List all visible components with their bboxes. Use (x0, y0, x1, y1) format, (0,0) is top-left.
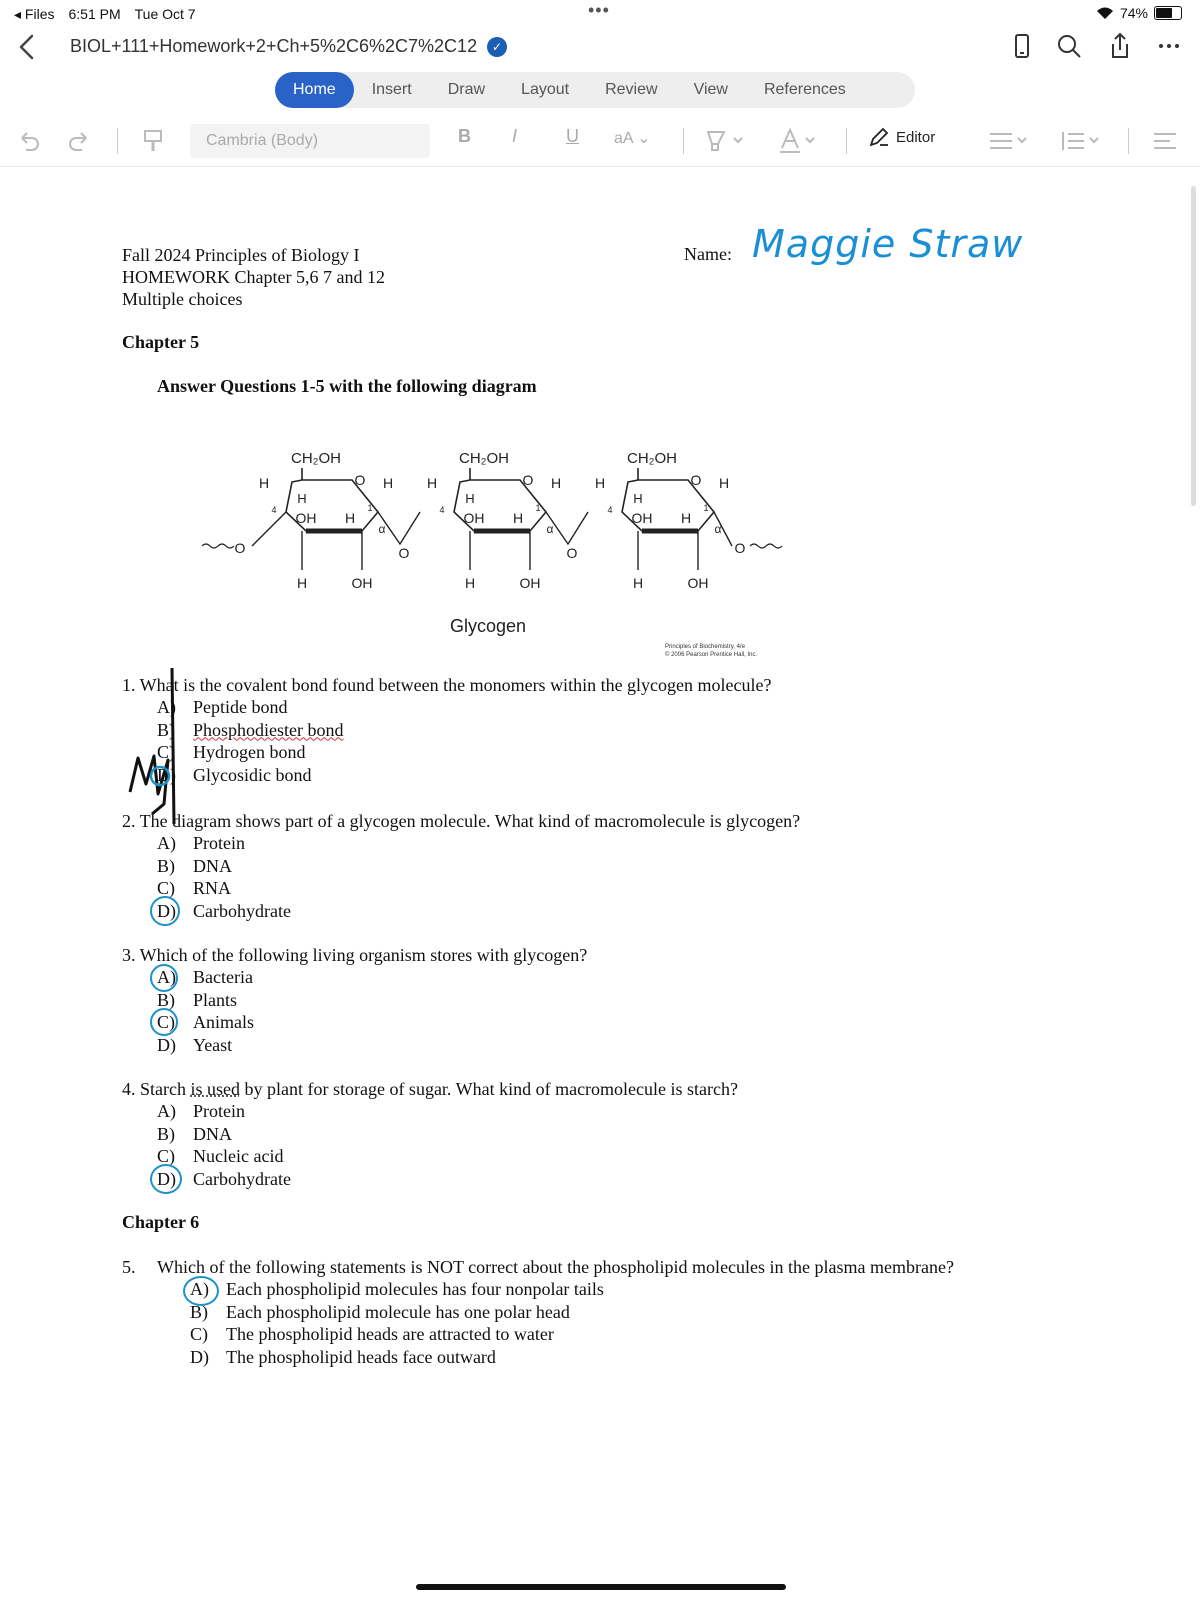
chain-break-right (750, 544, 782, 548)
diagram-credit-line2: © 2006 Pearson Prentice Hall, Inc. (665, 652, 758, 658)
document-title[interactable] (70, 36, 507, 57)
editor-label: Editor (896, 128, 936, 146)
option-row[interactable] (157, 855, 291, 878)
editor-button[interactable] (868, 126, 935, 148)
answer-circle-mark (150, 896, 180, 926)
option-text: The phospholipid heads are attracted to water (226, 1324, 554, 1344)
tab-review[interactable]: Review (605, 81, 658, 98)
option-row[interactable] (157, 1123, 291, 1146)
option-label: B) (157, 855, 175, 876)
question-5-text: Which of the following statements is NOT correct about the phospholipid molecules in the plasma membrane? (157, 1257, 954, 1277)
alpha-label: α (714, 522, 722, 536)
bold-button[interactable]: B (458, 126, 471, 146)
answer-circle-mark (150, 1008, 178, 1036)
option-label: A) (190, 1279, 209, 1299)
tab-draw[interactable]: Draw (447, 81, 486, 98)
option-label: A) (157, 697, 176, 717)
tab-insert[interactable]: Insert (371, 81, 412, 98)
option-text: Carbohydrate (193, 900, 291, 921)
question-4-text (122, 1078, 738, 1101)
option-text: Protein (193, 1101, 245, 1121)
option-text: Each phospholipid molecule has one polar head (226, 1301, 570, 1322)
question-3-text: 3. Which of the following living organism stores with glycogen? (122, 945, 588, 965)
italic-button[interactable]: I (512, 126, 518, 146)
chain-oxygen-label: O (234, 540, 246, 556)
glycosidic-oxygen-label: O (566, 545, 578, 561)
oh-label: OH (295, 510, 317, 526)
option-row[interactable] (190, 1278, 604, 1301)
chapter-5-heading: Chapter 5 (122, 332, 200, 352)
option-label: C) (157, 1146, 175, 1166)
document-filename: BIOL+111+Homework+2+Ch+5%2C6%2C7%2C12 (70, 36, 478, 56)
glycosidic-oxygen-label: O (398, 545, 410, 561)
status-bar (0, 0, 1200, 28)
carbon-4-label: 4 (607, 505, 613, 515)
question-4-text-underlined: is used (190, 1079, 240, 1099)
option-label: D) (157, 764, 176, 785)
h-label: H (344, 510, 356, 526)
option-label: C) (190, 1324, 208, 1344)
oh-label: OH (463, 510, 485, 526)
option-text: Each phospholipid molecules has four nonpolar tails (226, 1279, 604, 1299)
option-label: A) (157, 1101, 176, 1121)
option-text: Hydrogen bond (193, 742, 306, 762)
oh-label: OH (687, 575, 709, 591)
homework-title: HOMEWORK Chapter 5,6 7 and 12 (122, 267, 385, 287)
document-header (122, 244, 385, 310)
undo-icon[interactable] (16, 128, 42, 152)
option-text: Phosphodiester bond (193, 719, 344, 740)
font-size-button[interactable]: aA ⌄ (614, 130, 651, 147)
option-row[interactable] (157, 877, 291, 900)
chapter-6-heading: Chapter 6 (122, 1212, 200, 1232)
option-label: D) (157, 1034, 176, 1055)
alpha-label: α (546, 522, 554, 536)
carbon-4-label: 4 (271, 505, 277, 515)
status-time: 6:51 PM (68, 6, 121, 22)
redo-icon[interactable] (66, 128, 92, 152)
tab-layout[interactable]: Layout (521, 81, 570, 98)
diagram-instruction: Answer Questions 1-5 with the following diagram (157, 376, 537, 396)
ring-oxygen-label: O (354, 472, 366, 488)
option-row[interactable] (157, 989, 254, 1012)
option-label: B) (190, 1301, 208, 1322)
ch2oh-label: CH₂OH (627, 450, 677, 467)
option-text: Glycosidic bond (193, 764, 312, 785)
option-text: DNA (193, 855, 232, 876)
chain-oxygen-label: O (734, 540, 746, 556)
toolbar-divider (846, 128, 847, 154)
align-icon[interactable] (1152, 130, 1178, 152)
carbon-1-label: 1 (367, 503, 373, 513)
option-row[interactable] (157, 1100, 291, 1123)
battery-fill (1156, 8, 1172, 18)
option-text: Nucleic acid (193, 1146, 284, 1166)
toolbar-divider (683, 128, 684, 154)
format-painter-icon[interactable] (142, 128, 164, 154)
option-label: A) (157, 833, 176, 853)
option-row[interactable] (190, 1301, 604, 1324)
device-view-icon[interactable] (1014, 33, 1030, 59)
option-label: C) (157, 1012, 175, 1032)
document-page[interactable] (0, 170, 1200, 1570)
alpha-label: α (378, 522, 386, 536)
answer-circle-mark (150, 1164, 182, 1194)
ring-oxygen-label: O (690, 472, 702, 488)
option-text: Yeast (193, 1034, 233, 1055)
h-label: H (297, 491, 307, 506)
diagram-caption: Glycogen (449, 616, 527, 636)
carbon-1-label: 1 (535, 503, 541, 513)
option-label: B) (157, 719, 175, 740)
question-1-text: 1. What is the covalent bond found between the monomers within the glycogen molecule? (122, 675, 772, 695)
ring-oxygen-label: O (522, 472, 534, 488)
h-label: H (718, 475, 730, 491)
wifi-icon (1096, 6, 1114, 20)
option-text: Carbohydrate (193, 1168, 291, 1189)
option-text: Plants (193, 989, 238, 1010)
glycogen-diagram (200, 448, 800, 678)
toolbar-divider (117, 128, 118, 154)
underline-button[interactable]: U (566, 126, 579, 146)
tab-references[interactable]: References (763, 81, 846, 98)
oh-label: OH (351, 575, 373, 591)
answer-circle-mark (150, 964, 178, 992)
oh-label: OH (631, 510, 653, 526)
option-row[interactable] (190, 1323, 604, 1346)
h-label: H (680, 510, 692, 526)
h-label: H (426, 475, 438, 491)
bond-line (252, 512, 286, 546)
h-label: H (465, 491, 475, 506)
formatting-toolbar (0, 118, 1200, 167)
tab-view[interactable]: View (693, 81, 728, 98)
homework-type: Multiple choices (122, 289, 243, 309)
tab-home[interactable]: Home (275, 72, 354, 108)
option-label: A) (157, 967, 176, 987)
ch2oh-label: CH₂OH (291, 450, 341, 467)
carbon-4-label: 4 (439, 505, 445, 515)
option-text: RNA (193, 878, 232, 898)
name-label: Name: (684, 244, 732, 264)
ribbon-tabs (275, 72, 915, 108)
option-text: Bacteria (193, 967, 253, 987)
course-title: Fall 2024 Principles of Biology I (122, 245, 360, 265)
battery-icon (1154, 6, 1182, 20)
multitasking-dots-icon[interactable]: ••• (588, 0, 610, 20)
option-row[interactable] (190, 1346, 604, 1369)
question-4-text-start: 4. Starch (122, 1079, 191, 1099)
option-text: The phospholipid heads face outward (226, 1346, 496, 1367)
option-label: B) (157, 1123, 175, 1144)
option-label: C) (157, 742, 175, 762)
oh-label: OH (519, 575, 541, 591)
ch2oh-label: CH₂OH (459, 450, 509, 467)
answer-circle-mark (183, 1276, 219, 1306)
h-label: H (464, 575, 476, 591)
bullet-list-icon[interactable] (988, 130, 1032, 152)
h-label: H (382, 475, 394, 491)
option-row[interactable] (157, 1145, 291, 1168)
option-row[interactable] (157, 832, 291, 855)
option-label: D) (190, 1346, 209, 1367)
option-label: B) (157, 989, 175, 1010)
option-text: DNA (193, 1123, 232, 1144)
font-name-dropdown[interactable]: Cambria (Body) (190, 124, 430, 158)
option-label: D) (157, 1168, 176, 1189)
back-chevron-icon[interactable] (14, 32, 40, 62)
option-label: C) (157, 878, 175, 898)
numbered-list-icon[interactable] (1060, 130, 1104, 152)
toolbar-divider (1128, 128, 1129, 154)
saved-status-icon: ✓ (487, 37, 507, 57)
handwritten-signature: Maggie Straw (752, 222, 1024, 266)
h-label: H (296, 575, 308, 591)
editor-pen-icon (868, 126, 890, 148)
title-bar (0, 28, 1200, 68)
h-label: H (550, 475, 562, 491)
option-label: D) (157, 900, 176, 921)
font-color-icon[interactable] (778, 128, 818, 154)
question-5-options (190, 1278, 604, 1368)
h-label: H (632, 575, 644, 591)
more-options-icon[interactable] (1158, 42, 1180, 50)
highlight-icon[interactable] (704, 128, 744, 154)
search-icon[interactable] (1056, 33, 1082, 59)
status-date: Tue Oct 7 (134, 6, 196, 22)
h-label: H (512, 510, 524, 526)
option-text: Animals (193, 1012, 254, 1032)
back-to-files-link[interactable]: ◂ Files (14, 6, 55, 22)
option-text: Protein (193, 833, 245, 853)
h-label: H (594, 475, 606, 491)
question-5-number: 5. (122, 1257, 136, 1277)
chain-break-left (202, 544, 234, 548)
diagram-credit-line1: Principles of Biochemistry, 4/e (665, 644, 745, 650)
ink-scribble (124, 664, 194, 834)
option-row[interactable] (157, 1034, 254, 1057)
option-text: Peptide bond (193, 697, 288, 717)
h-label: H (633, 491, 643, 506)
home-indicator[interactable] (416, 1584, 786, 1590)
question-4-text-end: by plant for storage of sugar. What kind of macromolecule is starch? (239, 1079, 738, 1099)
carbon-1-label: 1 (703, 503, 709, 513)
share-icon[interactable] (1108, 32, 1132, 60)
question-2-text: 2. The diagram shows part of a glycogen molecule. What kind of macromolecule is glycogen? (122, 811, 801, 831)
h-label: H (258, 475, 270, 491)
battery-percent: 74% (1119, 5, 1148, 21)
